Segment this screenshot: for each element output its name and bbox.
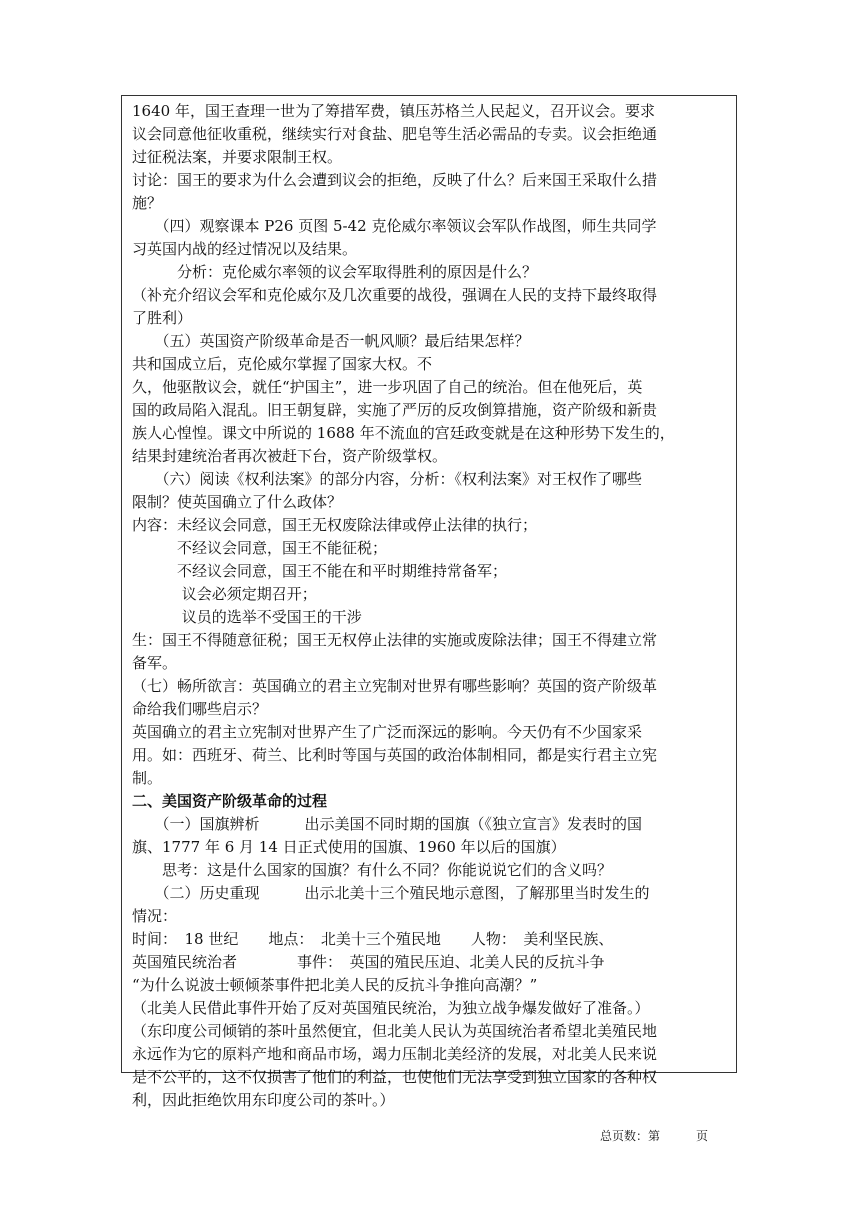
text-line: （北美人民借此事件开始了反对英国殖民统治，为独立战争爆发做好了准备。）: [132, 999, 650, 1017]
text-line: 英国确立的君主立宪制对世界产生了广泛而深远的影响。今天仍有不少国家采: [132, 723, 643, 741]
text-line: 利，因此拒绝饮用东印度公司的茶叶。）: [132, 1091, 395, 1109]
text-line: （东印度公司倾销的茶叶虽然便宜，但北美人民认为英国统治者希望北美殖民地: [132, 1022, 658, 1040]
text-line: 永远作为它的原料产地和商品市场，竭力压制北美经济的发展，对北美人民来说: [132, 1045, 658, 1063]
text-line: 议员的选举不受国王的干涉: [132, 608, 362, 626]
text-line: 限制？使英国确立了什么政体？: [132, 493, 343, 511]
text-line: （一）国旗辨析 出示美国不同时期的国旗（《独立宣言》发表时的国: [132, 815, 643, 833]
text-line: 内容：未经议会同意，国王无权废除法律或停止法律的执行；: [132, 516, 538, 534]
text-line: 时间： 18 世纪 地点： 北美十三个殖民地 人物： 美利坚民族、: [132, 930, 614, 948]
text-line: （七）畅所欲言：英国确立的君主立宪制对世界有哪些影响？英国的资产阶级革: [132, 677, 658, 695]
text-line: 结果封建统治者再次被赶下台，资产阶级掌权。: [132, 447, 448, 465]
document-body: [132, 100, 732, 1112]
text-line: 用。如：西班牙、荷兰、比利时等国与英国的政治体制相同，都是实行君主立宪: [132, 746, 658, 764]
text-line: 分析：克伦威尔率领的议会军取得胜利的原因是什么？: [132, 263, 538, 281]
text-line: 议会必须定期召开；: [132, 585, 317, 603]
text-line: 了胜利）: [132, 309, 193, 327]
text-line: 共和国成立后，克伦威尔掌握了国家大权。不: [132, 355, 433, 373]
text-line: 英国殖民统治者 事件： 英国的殖民压迫、北美人民的反抗斗争: [132, 953, 605, 971]
text-line: 备军。: [132, 654, 178, 672]
text-line: 国的政局陷入混乱。旧王朝复辟，实施了严厉的反攻倒算措施，资产阶级和新贵: [132, 401, 658, 419]
text-line: 旗、1777 年 6 月 14 日正式使用的国旗、1960 年以后的国旗）: [132, 838, 566, 856]
text-line: （二）历史重现 出示北美十三个殖民地示意图，了解那里当时发生的: [132, 884, 650, 902]
text-line: （五）英国资产阶级革命是否一帆风顺？最后结果怎样？: [132, 332, 530, 350]
text-line: （六）阅读《权利法案》的部分内容，分析：《权利法案》对王权作了哪些: [132, 470, 643, 488]
text-line: （补充介绍议会军和克伦威尔及几次重要的战役，强调在人民的支持下最终取得: [132, 286, 658, 304]
text-line: 议会同意他征收重税，继续实行对食盐、肥皂等生活必需品的专卖。议会拒绝通: [132, 125, 658, 143]
text-line: 族人心惶惶。课文中所说的 1688 年不流血的宫廷政变就是在这种形势下发生的，: [132, 424, 675, 442]
text-line: 施？: [132, 194, 163, 212]
text-line: 不经议会同意，国王不能在和平时期维持常备军；: [132, 562, 508, 580]
text-line: 不经议会同意，国王不能征税；: [132, 539, 388, 557]
text-line: 久，他驱散议会，就任“护国主”，进一步巩固了自己的统治。但在他死后，英: [132, 378, 643, 396]
text-line: 讨论：国王的要求为什么会遭到议会的拒绝，反映了什么？后来国王采取什么措: [132, 171, 658, 189]
text-line: 情况：: [132, 907, 178, 925]
text-line: 思考：这是什么国家的国旗？有什么不同？你能说说它们的含义吗？: [132, 861, 613, 879]
text-line: 是不公平的，这不仅损害了他们的利益，也使他们无法享受到独立国家的各种权: [132, 1068, 658, 1086]
text-line: 过征税法案，并要求限制王权。: [132, 148, 343, 166]
page-footer: 总页数：第 页: [600, 1129, 709, 1143]
text-line: 制。: [132, 769, 163, 787]
text-line: 习英国内战的经过情况以及结果。: [132, 240, 358, 258]
text-line: 命给我们哪些启示？: [132, 700, 268, 718]
text-line: 1640 年，国王查理一世为了筹措军费，镇压苏格兰人民起义，召开议会。要求: [132, 102, 655, 120]
text-line: 生：国王不得随意征税；国王无权停止法律的实施或废除法律；国王不得建立常: [132, 631, 658, 649]
section-heading: 二、美国资产阶级革命的过程: [132, 792, 328, 810]
text-line: “为什么说波士顿倾茶事件把北美人民的反抗斗争推向高潮？”: [132, 976, 538, 994]
text-line: （四）观察课本 P26 页图 5-42 克伦威尔率领议会军队作战图，师生共同学: [132, 217, 657, 235]
